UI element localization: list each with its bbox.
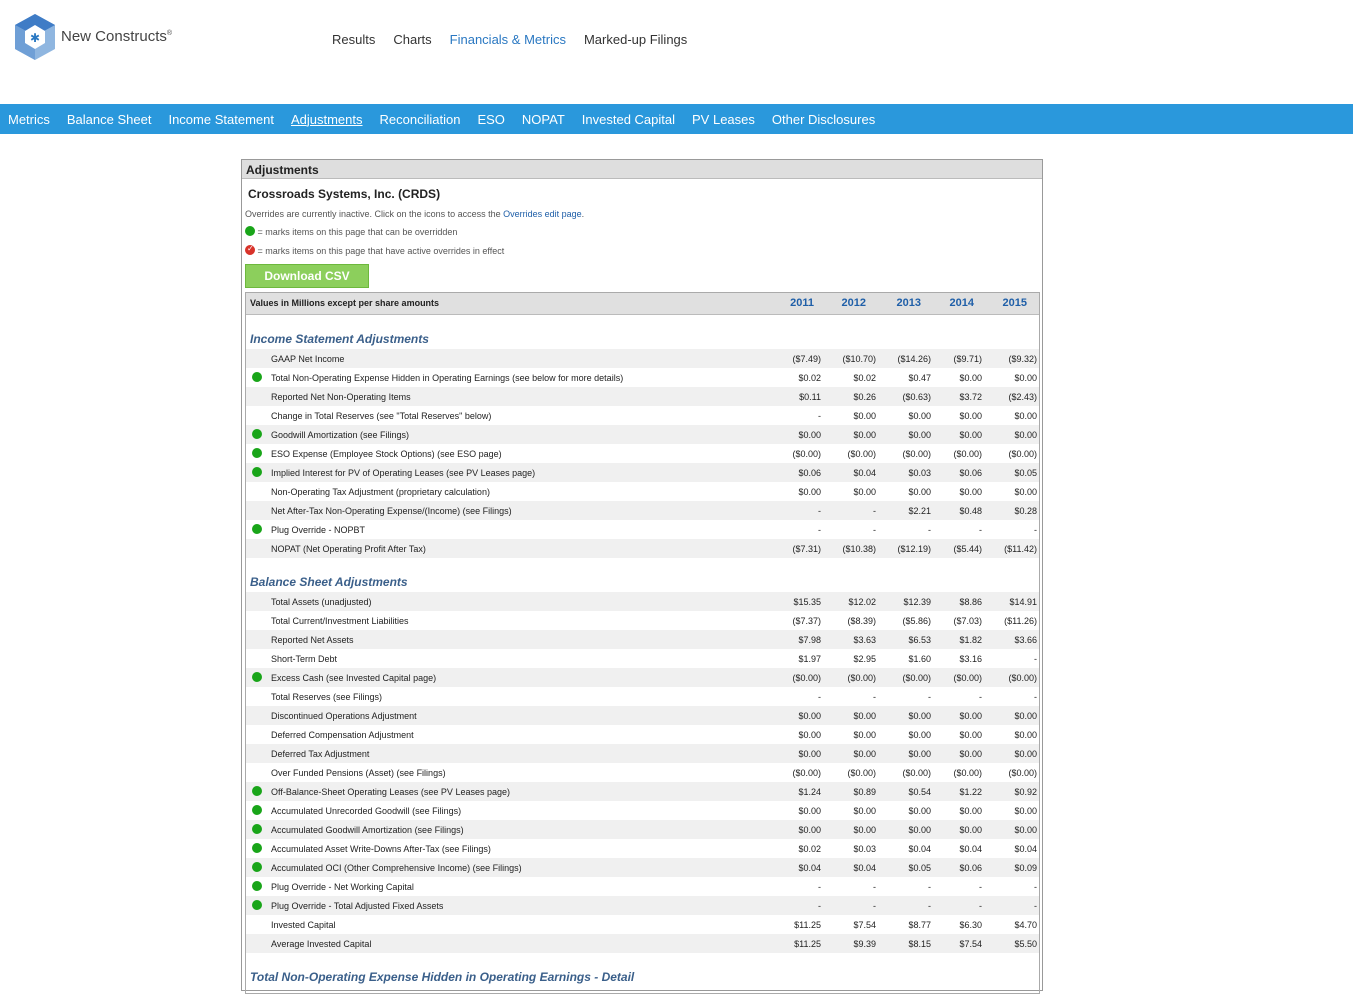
table-row <box>246 801 1039 820</box>
row-value: - <box>873 901 876 911</box>
row-value: $0.00 <box>1014 749 1037 759</box>
row-value: $0.00 <box>959 825 982 835</box>
row-value: ($9.32) <box>1008 354 1037 364</box>
row-label: Non-Operating Tax Adjustment (proprietary calculation) <box>271 487 490 497</box>
row-label: Over Funded Pensions (Asset) (see Filings) <box>271 768 446 778</box>
subnav-eso[interactable]: ESO <box>477 111 505 127</box>
row-value: $0.00 <box>853 806 876 816</box>
row-value: $12.02 <box>848 597 876 607</box>
row-value: $1.82 <box>959 635 982 645</box>
row-value: - <box>979 901 982 911</box>
row-label: Invested Capital <box>271 920 336 930</box>
row-label: Accumulated OCI (Other Comprehensive Income) (see Filings) <box>271 863 522 873</box>
table-row <box>246 687 1039 706</box>
income-statement-rows <box>246 349 1039 558</box>
row-value: $0.09 <box>1014 863 1037 873</box>
row-value: $0.00 <box>908 430 931 440</box>
table-row <box>246 763 1039 782</box>
row-value: $0.05 <box>908 863 931 873</box>
brand-name[interactable]: New Constructs® <box>61 28 173 45</box>
row-value: $0.00 <box>798 487 821 497</box>
top-navigation <box>332 32 687 47</box>
row-value: $0.00 <box>1014 411 1037 421</box>
row-value: $0.00 <box>959 430 982 440</box>
row-value: - <box>928 692 931 702</box>
row-value: ($0.00) <box>847 768 876 778</box>
row-value: $0.00 <box>853 487 876 497</box>
row-value: $0.00 <box>798 806 821 816</box>
site-header <box>0 0 1353 104</box>
override-dot-icon[interactable] <box>252 805 262 815</box>
balance-sheet-section-title: Balance Sheet Adjustments <box>250 575 408 589</box>
row-value: $11.25 <box>794 920 821 930</box>
table-row <box>246 668 1039 687</box>
subnav-metrics[interactable]: Metrics <box>8 111 50 127</box>
row-value: - <box>1034 882 1037 892</box>
row-value: $3.72 <box>959 392 982 402</box>
row-label: Deferred Compensation Adjustment <box>271 730 414 740</box>
row-label: Net After-Tax Non-Operating Expense/(Income) (see Filings) <box>271 506 512 516</box>
row-value: - <box>818 525 821 535</box>
balance-sheet-rows <box>246 592 1039 953</box>
topnav-results-link[interactable]: Results <box>332 32 376 47</box>
row-value: $0.00 <box>959 487 982 497</box>
override-dot-icon[interactable] <box>252 900 262 910</box>
table-row <box>246 406 1039 425</box>
row-value: $8.86 <box>959 597 982 607</box>
row-value: $0.00 <box>798 825 821 835</box>
table-row <box>246 839 1039 858</box>
overrides-edit-link[interactable]: Overrides edit page <box>503 209 582 219</box>
row-value: $0.92 <box>1014 787 1037 797</box>
row-value: ($0.00) <box>1008 673 1037 683</box>
row-value: - <box>979 692 982 702</box>
table-row <box>246 520 1039 539</box>
row-value: $0.00 <box>959 411 982 421</box>
row-value: $8.77 <box>908 920 931 930</box>
year-header: 2014 <box>949 297 974 309</box>
year-header: 2011 <box>790 297 814 309</box>
row-value: $6.30 <box>959 920 982 930</box>
table-header <box>246 293 1039 315</box>
adjustments-table <box>245 292 1040 994</box>
table-row <box>246 896 1039 915</box>
table-row <box>246 368 1039 387</box>
row-value: $0.00 <box>959 730 982 740</box>
row-value: $14.91 <box>1009 597 1037 607</box>
row-value: $0.00 <box>853 749 876 759</box>
row-value: $0.00 <box>1014 373 1037 383</box>
row-label: Excess Cash (see Invested Capital page) <box>271 673 437 683</box>
row-value: ($0.00) <box>847 449 876 459</box>
row-value: $1.97 <box>798 654 821 664</box>
override-dot-icon[interactable] <box>252 786 262 796</box>
topnav-marked-up-filings-link[interactable]: Marked-up Filings <box>583 32 688 47</box>
row-value: - <box>818 692 821 702</box>
download-csv-button[interactable]: Download CSV <box>245 264 369 288</box>
subnav-balance-sheet[interactable]: Balance Sheet <box>66 111 152 127</box>
detail-section-title: Total Non-Operating Expense Hidden in Operating Earnings - Detail <box>250 970 635 984</box>
table-row <box>246 482 1039 501</box>
row-label: Implied Interest for PV of Operating Leases (see PV Leases page) <box>271 468 536 478</box>
row-value: $5.50 <box>1014 939 1037 949</box>
row-value: ($0.00) <box>792 449 821 459</box>
row-label: Goodwill Amortization (see Filings) <box>271 430 410 440</box>
row-value: $7.54 <box>959 939 982 949</box>
row-label: Reported Net Non-Operating Items <box>271 392 411 402</box>
row-label: Accumulated Unrecorded Goodwill (see Filings) <box>271 806 462 816</box>
table-row <box>246 349 1039 368</box>
table-row <box>246 539 1039 558</box>
row-label: GAAP Net Income <box>271 354 345 364</box>
row-value: $0.54 <box>908 787 931 797</box>
row-value: $0.06 <box>798 468 821 478</box>
row-value: $0.48 <box>959 506 982 516</box>
row-value: ($10.70) <box>842 354 876 364</box>
table-row <box>246 501 1039 520</box>
row-label: Off-Balance-Sheet Operating Leases (see PV Leases page) <box>271 787 510 797</box>
row-value: ($2.43) <box>1008 392 1037 402</box>
row-value: $0.00 <box>1014 806 1037 816</box>
row-value: $7.98 <box>798 635 821 645</box>
row-value: $0.00 <box>798 749 821 759</box>
row-value: - <box>1034 692 1037 702</box>
row-value: $0.00 <box>1014 430 1037 440</box>
svg-text:✱: ✱ <box>29 31 41 45</box>
row-label: Average Invested Capital <box>271 939 372 949</box>
subnav-invested-capital[interactable]: Invested Capital <box>581 111 676 127</box>
row-value: - <box>818 882 821 892</box>
override-dot-icon[interactable] <box>252 843 262 853</box>
row-value: $0.00 <box>853 430 876 440</box>
row-value: $0.00 <box>959 749 982 759</box>
year-header: 2013 <box>896 297 921 309</box>
panel-title: Adjustments <box>242 160 1042 179</box>
subnav-income-statement[interactable]: Income Statement <box>168 111 274 127</box>
row-value: $8.15 <box>908 939 931 949</box>
row-value: $0.00 <box>908 711 931 721</box>
row-value: $0.00 <box>1014 711 1037 721</box>
subnav-pv-leases[interactable]: PV Leases <box>692 111 755 127</box>
row-value: $0.00 <box>908 806 931 816</box>
row-value: ($0.00) <box>953 673 982 683</box>
row-value: $4.70 <box>1014 920 1037 930</box>
row-value: $0.00 <box>1014 825 1037 835</box>
row-value: ($11.26) <box>1004 616 1037 626</box>
topnav-financials-metrics-link[interactable]: Financials & Metrics <box>449 32 566 47</box>
table-row <box>246 649 1039 668</box>
row-value: - <box>979 525 982 535</box>
row-label: Total Assets (unadjusted) <box>271 597 372 607</box>
subnav-other-disclosures[interactable]: Other Disclosures <box>771 111 876 127</box>
active-override-legend: ✓ = marks items on this page that have active overrides in effect <box>245 245 504 256</box>
company-name: Crossroads Systems, Inc. (CRDS) <box>248 187 441 201</box>
row-value: ($14.26) <box>897 354 931 364</box>
row-label: Plug Override - Net Working Capital <box>271 882 414 892</box>
table-row <box>246 915 1039 934</box>
row-value: $0.02 <box>798 844 821 854</box>
row-value: ($12.19) <box>897 544 931 554</box>
row-value: $0.00 <box>1014 487 1037 497</box>
row-value: $0.00 <box>853 730 876 740</box>
override-dot-icon[interactable] <box>252 881 262 891</box>
row-label: Change in Total Reserves (see "Total Reserves" below) <box>271 411 492 421</box>
table-row <box>246 782 1039 801</box>
row-value: $0.00 <box>908 825 931 835</box>
override-dot-icon[interactable] <box>252 429 262 439</box>
row-value: $0.00 <box>908 749 931 759</box>
row-label: Discontinued Operations Adjustment <box>271 711 417 721</box>
row-label: Total Current/Investment Liabilities <box>271 616 409 626</box>
row-value: $0.00 <box>853 411 876 421</box>
unit-label: Values in Millions except per share amounts <box>250 298 440 308</box>
override-dot-icon[interactable] <box>252 467 262 477</box>
override-dot-icon[interactable] <box>252 448 262 458</box>
row-value: - <box>928 882 931 892</box>
row-label: Total Reserves (see Filings) <box>271 692 383 702</box>
row-value: ($10.38) <box>842 544 876 554</box>
row-value: ($0.00) <box>847 673 876 683</box>
row-value: $0.02 <box>853 373 876 383</box>
override-dot-icon[interactable] <box>252 372 262 382</box>
row-value: $0.00 <box>798 730 821 740</box>
table-row <box>246 611 1039 630</box>
row-value: $3.66 <box>1014 635 1037 645</box>
row-value: - <box>979 882 982 892</box>
row-value: $0.00 <box>798 711 821 721</box>
row-value: ($11.42) <box>1004 544 1037 554</box>
table-row <box>246 744 1039 763</box>
row-value: ($0.00) <box>1008 449 1037 459</box>
new-constructs-logo-icon[interactable] <box>12 12 58 62</box>
row-value: ($0.00) <box>792 673 821 683</box>
row-value: $0.03 <box>908 468 931 478</box>
row-label: Total Non-Operating Expense Hidden in Operating Earnings (see below for more details) <box>271 373 624 383</box>
row-value: $0.00 <box>908 411 931 421</box>
row-value: $0.03 <box>853 844 876 854</box>
table-row <box>246 463 1039 482</box>
table-row <box>246 934 1039 953</box>
row-label: Deferred Tax Adjustment <box>271 749 370 759</box>
override-dot-icon[interactable] <box>252 824 262 834</box>
subnav-reconciliation[interactable]: Reconciliation <box>379 111 461 127</box>
row-value: $0.00 <box>798 430 821 440</box>
subnav-nopat[interactable]: NOPAT <box>521 111 565 127</box>
row-value: $0.04 <box>853 468 876 478</box>
row-value: ($0.63) <box>902 392 931 402</box>
row-value: ($5.86) <box>902 616 931 626</box>
row-value: $3.63 <box>853 635 876 645</box>
row-value: $0.06 <box>959 863 982 873</box>
row-value: ($5.44) <box>953 544 982 554</box>
row-value: $1.22 <box>959 787 982 797</box>
row-value: ($7.49) <box>792 354 821 364</box>
table-row <box>246 877 1039 896</box>
row-value: $0.00 <box>959 806 982 816</box>
override-dot-icon[interactable] <box>252 672 262 682</box>
row-value: $0.02 <box>798 373 821 383</box>
row-value: $0.47 <box>908 373 931 383</box>
income-statement-section-title: Income Statement Adjustments <box>250 332 429 346</box>
row-value: $9.39 <box>853 939 876 949</box>
row-value: ($0.00) <box>792 768 821 778</box>
row-value: $12.39 <box>903 597 931 607</box>
overrides-note: Overrides are currently inactive. Click on the icons to access the Overrides edit page. <box>245 209 585 219</box>
table-row <box>246 820 1039 839</box>
row-value: $0.04 <box>959 844 982 854</box>
row-value: $0.06 <box>959 468 982 478</box>
table-row <box>246 725 1039 744</box>
row-value: - <box>818 506 821 516</box>
table-row <box>246 592 1039 611</box>
row-value: $0.00 <box>908 487 931 497</box>
row-value: ($9.71) <box>953 354 982 364</box>
row-value: - <box>928 901 931 911</box>
row-value: ($7.03) <box>953 616 982 626</box>
topnav-charts-link[interactable]: Charts <box>393 32 432 47</box>
row-value: $6.53 <box>908 635 931 645</box>
table-row <box>246 706 1039 725</box>
row-value: $2.21 <box>908 506 931 516</box>
row-value: ($8.39) <box>847 616 876 626</box>
row-value: $1.24 <box>798 787 821 797</box>
row-value: $11.25 <box>794 939 821 949</box>
row-label: Accumulated Goodwill Amortization (see Filings) <box>271 825 464 835</box>
row-value: - <box>873 882 876 892</box>
row-value: ($0.00) <box>902 449 931 459</box>
table-row <box>246 444 1039 463</box>
row-value: ($0.00) <box>953 449 982 459</box>
row-value: $0.04 <box>798 863 821 873</box>
row-value: $0.00 <box>853 711 876 721</box>
row-value: $0.00 <box>908 730 931 740</box>
row-value: $2.95 <box>853 654 876 664</box>
red-active-override-icon <box>245 245 255 255</box>
override-dot-icon[interactable] <box>252 862 262 872</box>
table-row <box>246 630 1039 649</box>
row-value: ($7.31) <box>792 544 821 554</box>
row-value: $0.04 <box>908 844 931 854</box>
row-label: Plug Override - Total Adjusted Fixed Assets <box>271 901 444 911</box>
row-value: ($0.00) <box>902 768 931 778</box>
row-value: - <box>818 411 821 421</box>
overridable-legend: = marks items on this page that can be overridden <box>245 226 457 237</box>
row-value: - <box>818 901 821 911</box>
row-value: - <box>1034 525 1037 535</box>
row-label: Short-Term Debt <box>271 654 338 664</box>
row-value: $0.00 <box>1014 730 1037 740</box>
year-header: 2012 <box>841 297 866 309</box>
row-value: $0.28 <box>1014 506 1037 516</box>
row-value: - <box>873 525 876 535</box>
table-row <box>246 425 1039 444</box>
row-value: ($0.00) <box>1008 768 1037 778</box>
subnav-adjustments[interactable]: Adjustments <box>290 111 363 127</box>
row-label: NOPAT (Net Operating Profit After Tax) <box>271 544 426 554</box>
row-value: ($0.00) <box>953 768 982 778</box>
row-value: - <box>1034 901 1037 911</box>
row-value: ($0.00) <box>902 673 931 683</box>
row-label: Accumulated Asset Write-Downs After-Tax (see Filings) <box>271 844 491 854</box>
row-value: $0.89 <box>853 787 876 797</box>
row-value: $0.26 <box>853 392 876 402</box>
row-value: $0.05 <box>1014 468 1037 478</box>
green-override-dot-icon <box>245 226 255 236</box>
row-value: $0.04 <box>1014 844 1037 854</box>
year-header: 2015 <box>1002 297 1027 309</box>
row-value: - <box>873 692 876 702</box>
row-value: ($7.37) <box>792 616 821 626</box>
row-value: $0.11 <box>799 392 821 402</box>
row-value: $15.35 <box>793 597 821 607</box>
row-label: Reported Net Assets <box>271 635 354 645</box>
row-value: - <box>928 525 931 535</box>
row-value: $3.16 <box>959 654 982 664</box>
row-value: $0.00 <box>853 825 876 835</box>
row-value: $7.54 <box>853 920 876 930</box>
row-value: $1.60 <box>908 654 931 664</box>
row-value: $0.00 <box>959 711 982 721</box>
row-value: $0.04 <box>853 863 876 873</box>
adjustments-panel <box>241 159 1043 991</box>
row-value: - <box>873 506 876 516</box>
table-row <box>246 387 1039 406</box>
row-label: Plug Override - NOPBT <box>271 525 366 535</box>
row-label: ESO Expense (Employee Stock Options) (see ESO page) <box>271 449 502 459</box>
financials-subnav <box>0 104 1353 134</box>
override-dot-icon[interactable] <box>252 524 262 534</box>
row-value: - <box>1034 654 1037 664</box>
row-value: $0.00 <box>959 373 982 383</box>
table-row <box>246 858 1039 877</box>
